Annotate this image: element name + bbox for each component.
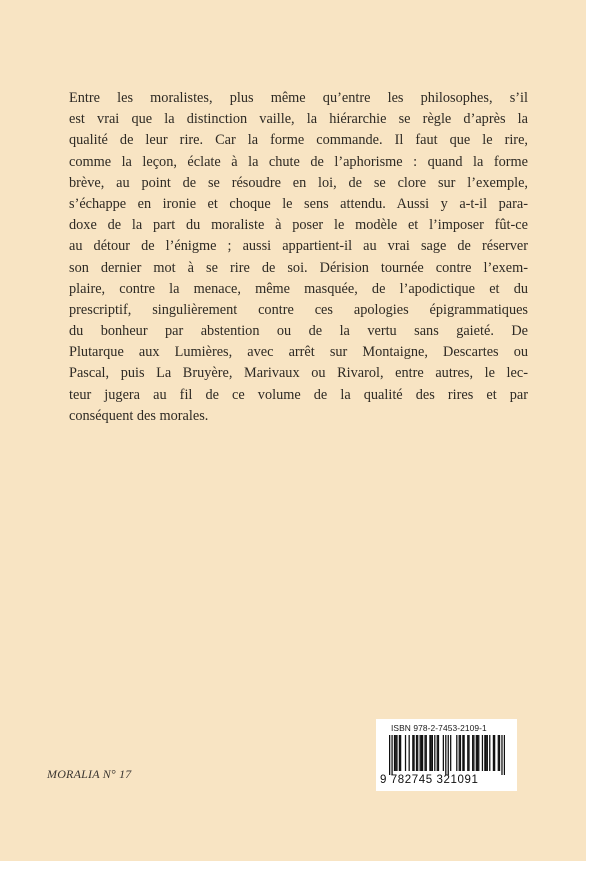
barcode-bars [389, 735, 505, 775]
barcode-bar [462, 735, 463, 771]
barcode-bar [409, 735, 410, 771]
barcode-bar [501, 735, 502, 775]
barcode-bar [420, 735, 421, 771]
barcode-bar [395, 735, 396, 771]
barcode-bar [431, 735, 432, 771]
barcode-bar [463, 735, 464, 771]
barcode-bar [494, 735, 495, 771]
barcode-bar [459, 735, 460, 771]
blurb-line: au détour de l’énigme ; aussi appartient-il au vrai sage de réserver [69, 238, 528, 255]
barcode-bar [413, 735, 414, 771]
blurb-line: est vrai que la distinction vaille, la hiérarchie se règle d’après la [69, 111, 528, 128]
barcode-bar [417, 735, 418, 771]
barcode-bar [405, 735, 406, 771]
series-label: MORALIA N° 17 [47, 767, 132, 781]
barcode-bar [437, 735, 438, 771]
blurb-line: doxe de la part du moraliste à poser le modèle et l’imposer fût-ce [69, 217, 528, 234]
barcode-bar [468, 735, 469, 771]
barcode-bar [434, 735, 435, 771]
barcode-bar [394, 735, 395, 771]
barcode-bar [448, 735, 449, 775]
barcode-bar [399, 735, 400, 771]
isbn-label: ISBN 978-2-7453-2109-1 [391, 723, 487, 733]
barcode-bar [456, 735, 457, 771]
barcode-bar [460, 735, 461, 771]
barcode-bar [485, 735, 486, 771]
blurb-line: Plutarque aux Lumières, avec arrêt sur Montaigne, Descartes ou [69, 344, 528, 361]
barcode-bar [389, 735, 390, 775]
barcode-bar [473, 735, 474, 771]
barcode-bar [476, 735, 477, 771]
barcode-bar [489, 735, 490, 771]
barcode-bar [426, 735, 427, 771]
barcode-bar [493, 735, 494, 771]
barcode-bar [422, 735, 423, 771]
barcode-bar [498, 735, 499, 771]
blurb-line: Pascal, puis La Bruyère, Marivaux ou Rivarol, entre autres, le lec- [69, 365, 528, 382]
barcode-bar [438, 735, 439, 771]
barcode-bar [487, 735, 488, 771]
barcode-bar [443, 735, 444, 771]
blurb-line: son dernier mot à se rire de soi. Dérision tournée contre l’exem- [69, 259, 528, 276]
barcode-bar [504, 735, 505, 775]
barcode-bar [472, 735, 473, 771]
barcode-bar [412, 735, 413, 771]
barcode-bar [478, 735, 479, 771]
blurb-line: conséquent des morales. [69, 407, 209, 424]
barcode-bar [467, 735, 468, 771]
blurb-line: Entre les moralistes, plus même qu’entre les philosophes, s’il [69, 90, 528, 106]
barcode-bar [484, 735, 485, 771]
barcode-bar [400, 735, 401, 771]
barcode-bar [429, 735, 430, 771]
barcode-bar [445, 735, 446, 775]
barcode [376, 719, 517, 791]
blurb-line: plaire, contre la menace, même masquée, de l’apodictique et du [69, 280, 528, 297]
barcode-bar [396, 735, 397, 771]
barcode-bar [432, 735, 433, 771]
barcode-bar [421, 735, 422, 771]
barcode-bar [477, 735, 478, 771]
ean-digits: 9 782745 321091 [380, 774, 479, 786]
blurb-line: prescriptif, singulièrement contre ces apologies épigrammatiques [69, 301, 528, 318]
barcode-bar [482, 735, 483, 771]
barcode-bar [416, 735, 417, 771]
blurb-line: s’échappe en ironie et choque le sens attendu. Aussi y a-t-il para- [69, 195, 528, 212]
barcode-bar [424, 735, 425, 771]
barcode-bar [499, 735, 500, 771]
blurb-line: brève, au point de se résoudre en loi, de se clore sur l’exemple, [69, 174, 528, 191]
barcode-bar [450, 735, 451, 771]
barcode-bar [391, 735, 392, 775]
blurb-line: comme la leçon, éclate à la chute de l’aphorisme : quand la forme [69, 153, 528, 170]
blurb-text [69, 88, 528, 427]
blurb-line: du bonheur par abstention ou de la vertu sans gaieté. De [69, 323, 528, 340]
blurb-line: teur jugera au fil de ce volume de la qualité des rires et par [69, 386, 528, 403]
blurb-line: qualité de leur rire. Car la forme commande. Il faut que le rire, [69, 132, 528, 149]
